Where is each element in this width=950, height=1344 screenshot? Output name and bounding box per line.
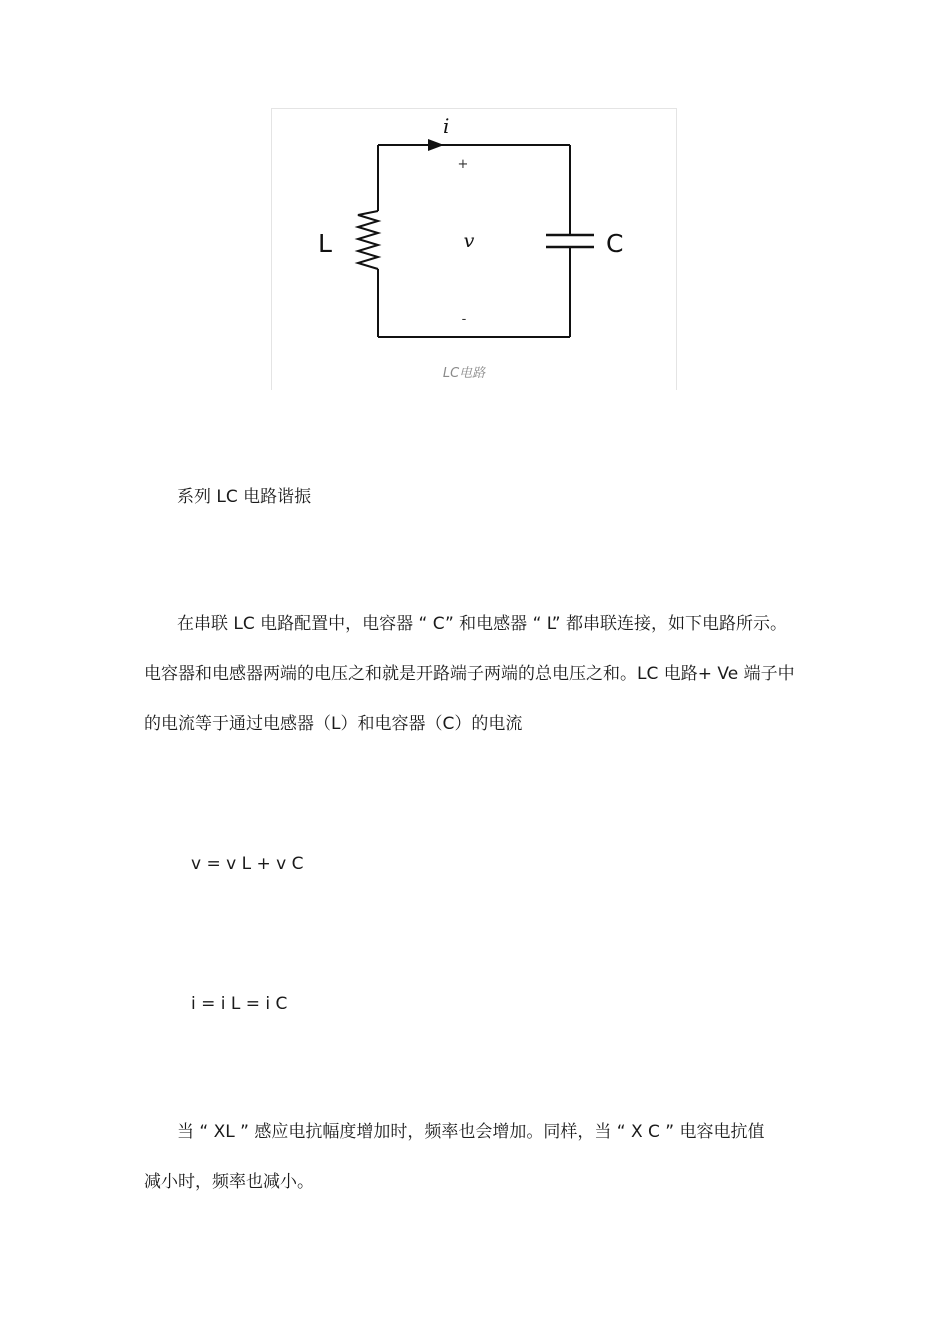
lc-circuit-diagram — [272, 109, 678, 391]
paragraph-line: 电容器和电感器两端的电压之和就是开路端子两端的总电压之和。LC 电路+ Ve 端子中 — [144, 664, 795, 684]
paragraph-line: 减小时，频率也减小。 — [144, 1172, 314, 1192]
inductor-coil-icon — [358, 211, 378, 269]
lc-circuit-figure — [271, 108, 677, 390]
voltage-label: v — [463, 230, 475, 252]
paragraph-line: 的电流等于通过电感器（L）和电容器（C）的电流 — [144, 714, 523, 734]
paragraph-line: 当 “ XL ” 感应电抗幅度增加时，频率也会增加。同样，当 “ X C ” 电容电抗值 — [177, 1122, 765, 1142]
plus-label: + — [457, 157, 469, 172]
voltage-equation: v = v L + v C — [191, 854, 304, 874]
current-equation: i = i L = i C — [191, 994, 288, 1014]
current-label: i — [443, 114, 450, 138]
inductor-label: L — [318, 229, 332, 258]
current-arrow-icon — [428, 139, 444, 151]
figure-caption: LC电路 — [442, 366, 486, 381]
minus-label: - — [461, 312, 467, 327]
paragraph-line: 在串联 LC 电路配置中，电容器 “ C” 和电感器 “ L” 都串联连接，如下电路所示。 — [177, 614, 787, 634]
capacitor-label: C — [606, 229, 624, 258]
section-heading: 系列 LC 电路谐振 — [177, 487, 312, 507]
